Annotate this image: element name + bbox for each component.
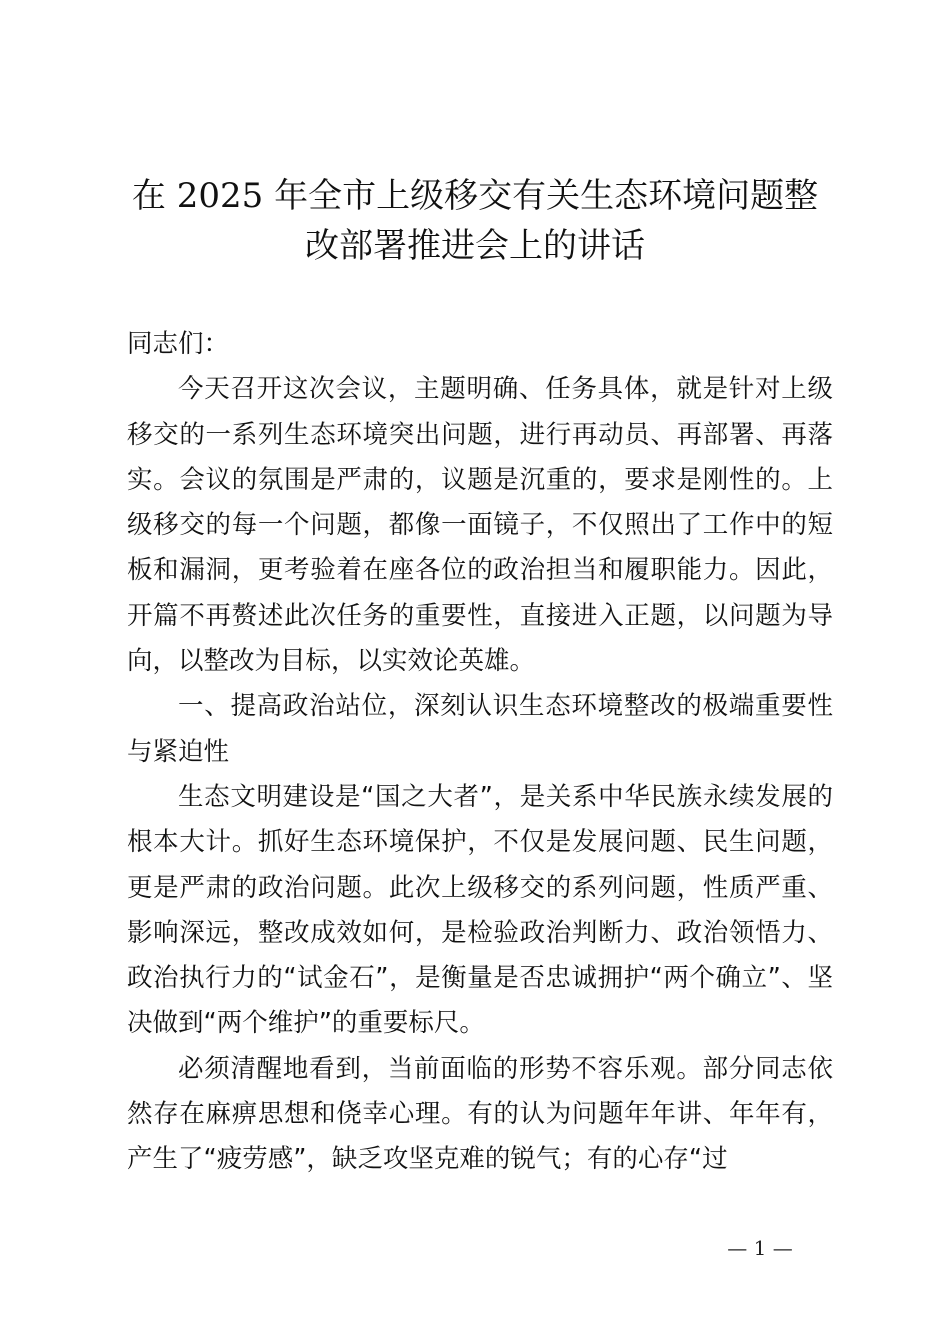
paragraph-ecology: 生态文明建设是“国之大者”，是关系中华民族永续发展的根本大计。抓好生态环境保护，不仅是发展问题、民生问题，更是严肃的政治问题。此次上级移交的系列问题，性质严重、影响深远，整改成效如何，是检验政治判断力、政治领悟力、政治执行力的“试金石”，是衡量是否忠诚拥护“两个确立”、坚决做到“两个维护”的重要标尺。 <box>127 781 833 1039</box>
paragraph-intro: 今天召开这次会议，主题明确、任务具体，就是针对上级移交的一系列生态环境突出问题，进行再动员、再部署、再落实。会议的氛围是严肃的，议题是沉重的，要求是刚性的。上级移交的每一个问题，都像一面镜子，不仅照出了工作中的短板和漏洞，更考验着在座各位的政治担当和履职能力。因此，开篇不再赘述此次任务的重要性，直接进入正题，以问题为导向，以整改为目标，以实效论英雄。 <box>127 374 833 677</box>
salutation: 同志们： <box>127 329 230 359</box>
title-line-1: 在 2025 年全市上级移交有关生态环境问题整 <box>131 176 819 216</box>
title-line-2: 改部署推进会上的讲话 <box>305 226 645 266</box>
paragraph-situation: 必须清醒地看到，当前面临的形势不容乐观。部分同志依然存在麻痹思想和侥幸心理。有的认为问题年年讲、年年有，产生了“疲劳感”，缺乏攻坚克难的锐气；有的心存“过 <box>127 1053 833 1175</box>
section-heading-1: 一、提高政治站位，深刻认识生态环境整改的极端重要性与紧迫性 <box>127 691 833 767</box>
page-number: — 1 — <box>727 1236 793 1260</box>
document-body <box>127 322 833 1183</box>
document-title <box>110 171 840 271</box>
